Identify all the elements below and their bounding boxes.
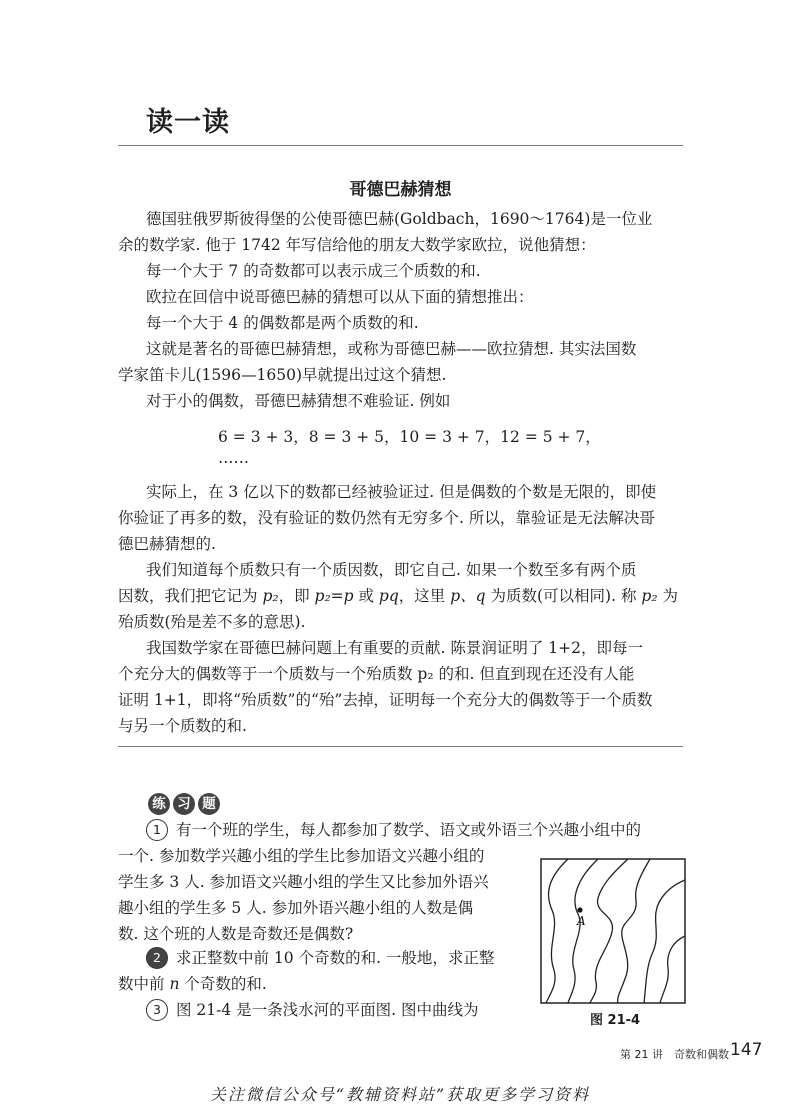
article-line: 德国驻俄罗斯彼得堡的公使哥德巴赫(Goldbach，1690～1764)是一位业	[146, 210, 653, 228]
article-title: 哥德巴赫猜想	[349, 180, 452, 200]
question-1-line: 一个. 参加数学兴趣小组的学生比参加语文兴趣小组的	[118, 847, 485, 865]
page-number: 147	[730, 1040, 763, 1060]
article-line: 这就是著名的哥德巴赫猜想，或称为哥德巴赫——欧拉猜想. 其实法国数	[146, 340, 637, 358]
river-curve	[660, 936, 685, 1003]
article-line: 欧拉在回信中说哥德巴赫的猜想可以从下面的猜想推出：	[146, 288, 534, 306]
question-2-line: 数中前 n 个奇数的和.	[118, 975, 267, 993]
river-curve	[568, 859, 598, 1003]
river-curve	[618, 859, 650, 1003]
article-line: 证明 1+1，即将“殆质数”的“殆”去掉，证明每一个充分大的偶数等于一个质数	[118, 691, 653, 709]
question-2-line: 2 求正整数中前 10 个奇数的和. 一般地，求正整	[146, 946, 494, 972]
exercise-badge-char: 习	[173, 793, 195, 815]
article-line: 德巴赫猜想的.	[118, 535, 216, 553]
conjecture-even: 每一个大于 4 的偶数都是两个质数的和.	[146, 314, 419, 332]
point-a-dot	[577, 907, 582, 912]
exercise-badge-char: 练	[148, 793, 170, 815]
article-line: 我国数学家在哥德巴赫问题上有重要的贡献. 陈景润证明了 1+2，即每一	[146, 639, 643, 657]
article-line: 余的数学家. 他于 1742 年写信给他的朋友大数学家欧拉，说他猜想：	[118, 236, 596, 254]
formula: 6 = 3 + 3，8 = 3 + 5，10 = 3 + 7，12 = 5 + 7，	[218, 428, 601, 446]
chapter-footer: 第 21 讲 奇数和偶数	[620, 1048, 729, 1061]
article-line: 对于小的偶数，哥德巴赫猜想不难验证. 例如	[146, 392, 451, 410]
question-1-line: 趣小组的学生多 5 人. 参加外语兴趣小组的人数是偶	[118, 899, 474, 917]
article-line: 我们知道每个质数只有一个质因数，即它自己. 如果一个数至多有两个质	[146, 561, 637, 579]
article-line: 个充分大的偶数等于一个质数与一个殆质数 p₂ 的和. 但直到现在还没有人能	[118, 665, 635, 683]
conjecture-odd: 每一个大于 7 的奇数都可以表示成三个质数的和.	[146, 262, 481, 280]
question-1-line: 学生多 3 人. 参加语文兴趣小组的学生又比参加外语兴	[118, 873, 489, 891]
question-1-line: 1 有一个班的学生，每人都参加了数学、语文或外语三个兴趣小组中的	[146, 818, 641, 844]
question-3-line: 3 图 21-4 是一条浅水河的平面图. 图中曲线为	[146, 998, 479, 1024]
question-1-number: 1	[146, 819, 168, 841]
river-curve	[644, 880, 685, 1003]
watermark-text: 关注微信公众号“教辅资料站”获取更多学习资料	[209, 1085, 591, 1104]
top-divider	[118, 145, 683, 146]
article-line: 实际上，在 3 亿以下的数都已经被验证过. 但是偶数的个数是无限的，即使	[146, 483, 657, 501]
article-line: 你验证了再多的数，没有验证的数仍然有无穷多个. 所以，靠验证是无法解决哥	[118, 509, 655, 527]
formula-ellipsis: ……	[218, 449, 249, 467]
exercises-badge	[148, 793, 223, 815]
figure-caption: 图 21-4	[590, 1013, 641, 1028]
figure-frame	[541, 859, 685, 1003]
question-1-line: 数. 这个班的人数是奇数还是偶数?	[118, 925, 354, 943]
article-line: 与另一个质数的和.	[118, 717, 247, 735]
article-line: 殆质数(殆是差不多的意思).	[118, 613, 306, 631]
river-curve	[546, 859, 568, 1003]
point-a-label: A	[577, 914, 586, 928]
section-title: 读一读	[146, 107, 230, 138]
exercise-badge-char: 题	[198, 793, 220, 815]
bottom-divider	[118, 746, 683, 747]
article-line: 学家笛卡儿(1596—1650)早就提出过这个猜想.	[118, 366, 447, 384]
river-plan-figure	[540, 858, 686, 1004]
article-line-p2: 因数，我们把它记为 p₂，即 p₂=p 或 pq，这里 p、q 为质数(可以相同). 称 p₂ 为	[118, 587, 678, 605]
question-2-number: 2	[146, 947, 168, 969]
question-3-number: 3	[146, 999, 168, 1021]
